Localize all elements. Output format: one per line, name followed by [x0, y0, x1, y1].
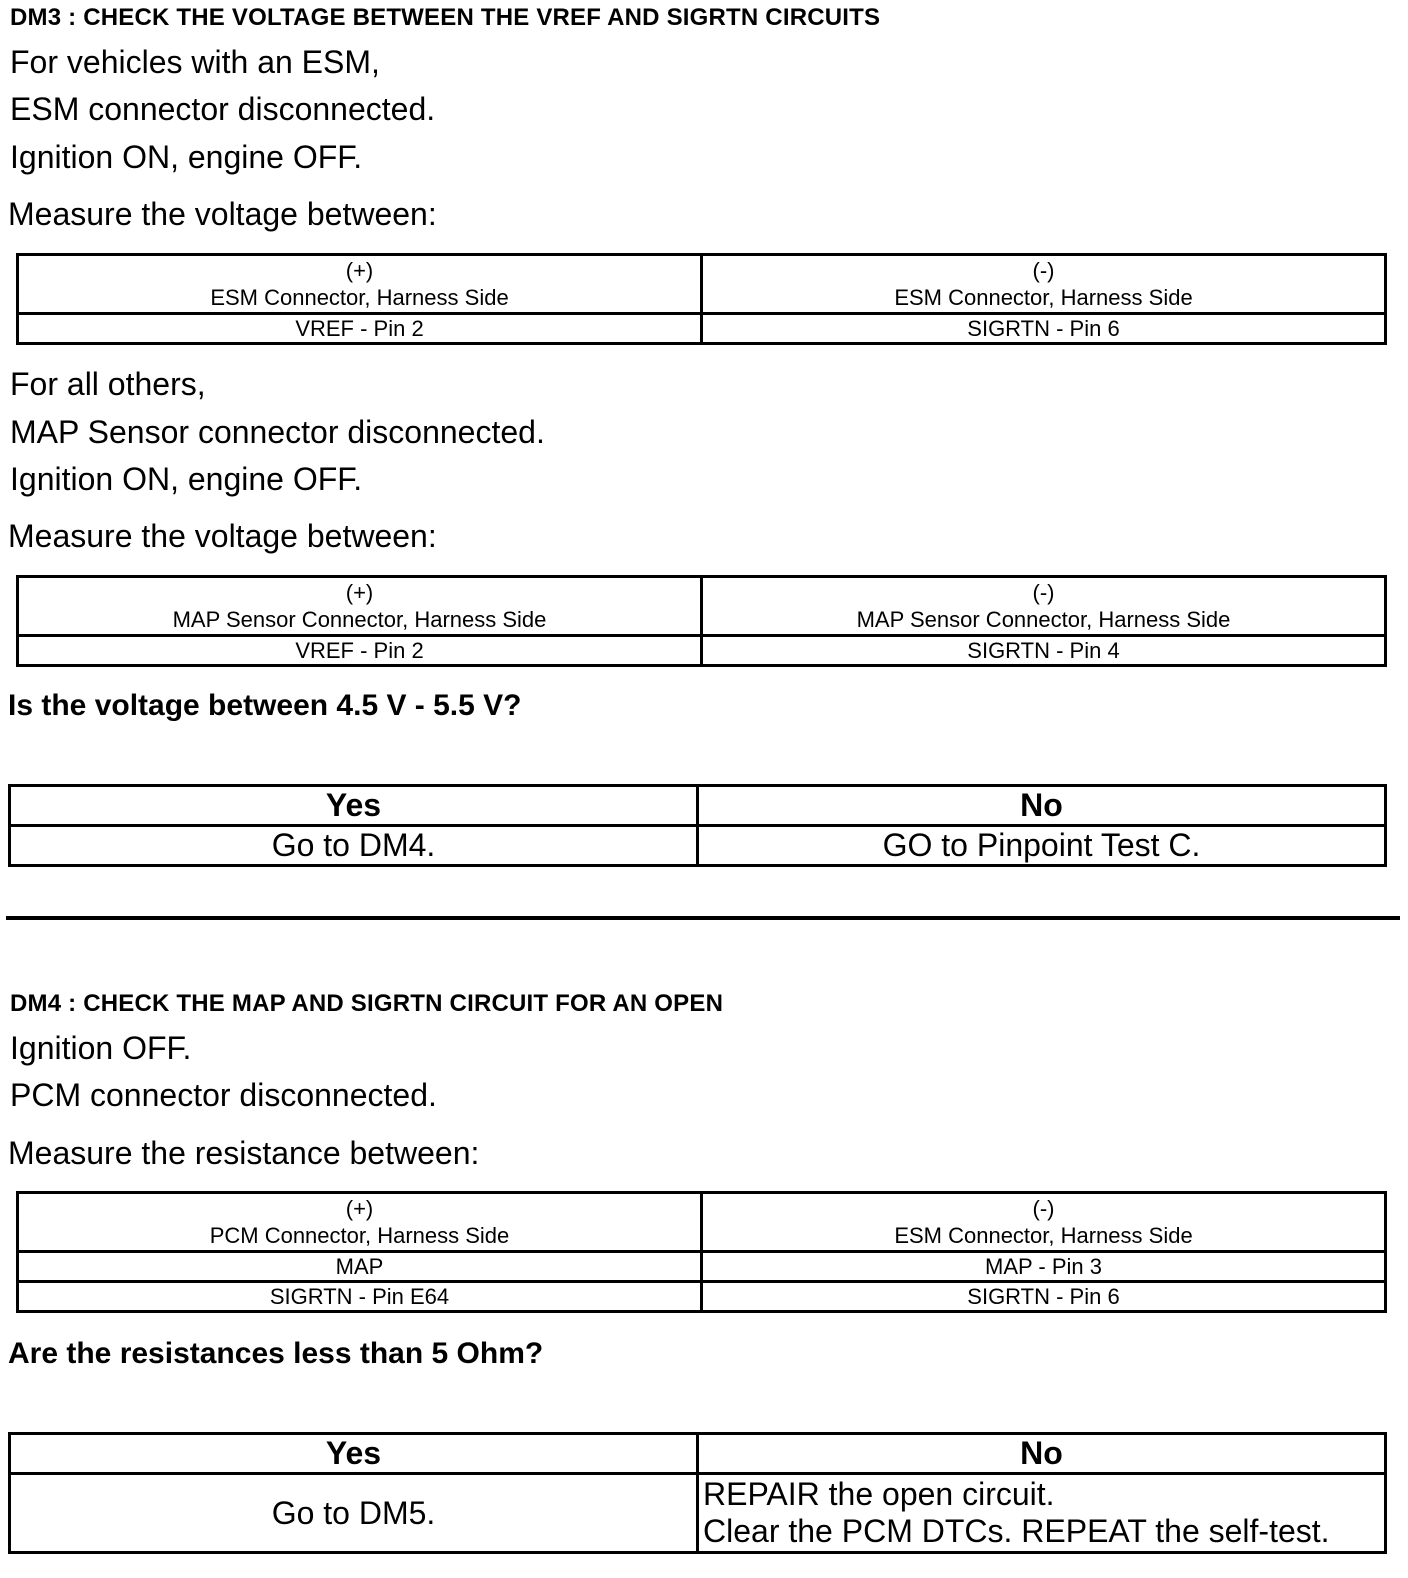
yes-cell: Go to DM5.	[10, 1474, 698, 1553]
dm3-other-line-1: For all others,	[10, 366, 206, 402]
minus-sign: (-)	[1032, 1196, 1055, 1221]
plus-label: PCM Connector, Harness Side	[209, 1223, 510, 1248]
plus-sign: (+)	[345, 258, 374, 283]
dm4-question: Are the resistances less than 5 Ohm?	[8, 1337, 544, 1370]
yes-header: Yes	[10, 1434, 698, 1474]
plus-cell: MAP	[18, 1252, 702, 1282]
dm4-measure-table	[16, 1191, 1387, 1313]
dm4-line-1: Ignition OFF.	[10, 1030, 192, 1066]
plus-label: ESM Connector, Harness Side	[210, 285, 509, 310]
yes-cell: Go to DM4.	[10, 826, 698, 866]
plus-header	[18, 255, 702, 314]
dm3-other-line-3: Ignition ON, engine OFF.	[10, 461, 363, 497]
dm3-map-measure-table	[16, 575, 1387, 667]
table-row	[18, 314, 1386, 344]
table-row	[18, 636, 1386, 666]
plus-header	[18, 1193, 702, 1252]
plus-cell: VREF - Pin 2	[18, 636, 702, 666]
table-row	[18, 1252, 1386, 1282]
plus-cell: VREF - Pin 2	[18, 314, 702, 344]
dm3-measure-2: Measure the voltage between:	[8, 518, 437, 554]
minus-cell: SIGRTN - Pin 6	[702, 1282, 1386, 1312]
dm4-heading: DM4 : CHECK THE MAP AND SIGRTN CIRCUIT FOR AN OPEN	[10, 990, 724, 1017]
dm3-other-line-2: MAP Sensor connector disconnected.	[10, 414, 545, 450]
no-cell: GO to Pinpoint Test C.	[698, 826, 1386, 866]
yes-header: Yes	[10, 786, 698, 826]
table-header-row	[18, 1193, 1386, 1252]
minus-cell: SIGRTN - Pin 6	[702, 314, 1386, 344]
plus-sign: (+)	[345, 580, 374, 605]
table-header-row	[18, 255, 1386, 314]
no-header: No	[698, 1434, 1386, 1474]
dm3-esm-measure-table	[16, 253, 1387, 345]
minus-cell: SIGRTN - Pin 4	[702, 636, 1386, 666]
minus-label: MAP Sensor Connector, Harness Side	[856, 607, 1231, 632]
table-row	[18, 1282, 1386, 1312]
answer-header-row	[10, 1434, 1386, 1474]
no-text-line-1: REPAIR the open circuit.	[703, 1476, 1055, 1512]
plus-header	[18, 577, 702, 636]
no-text-line-2: Clear the PCM DTCs. REPEAT the self-test.	[703, 1513, 1330, 1549]
table-header-row	[18, 577, 1386, 636]
dm4-line-2: PCM connector disconnected.	[10, 1077, 437, 1113]
dm3-heading: DM3 : CHECK THE VOLTAGE BETWEEN THE VREF AND SIGRTN CIRCUITS	[10, 4, 881, 31]
dm3-question: Is the voltage between 4.5 V - 5.5 V?	[8, 689, 522, 722]
minus-label: ESM Connector, Harness Side	[894, 285, 1193, 310]
dm3-esm-line-1: For vehicles with an ESM,	[10, 44, 380, 80]
dm3-esm-line-2: ESM connector disconnected.	[10, 91, 436, 127]
plus-cell: SIGRTN - Pin E64	[18, 1282, 702, 1312]
section-divider	[6, 916, 1400, 920]
answer-row	[10, 826, 1386, 866]
minus-header	[702, 577, 1386, 636]
dm4-answer-table	[8, 1432, 1387, 1554]
plus-sign: (+)	[345, 1196, 374, 1221]
minus-header	[702, 1193, 1386, 1252]
dm3-esm-line-3: Ignition ON, engine OFF.	[10, 139, 363, 175]
minus-label: ESM Connector, Harness Side	[894, 1223, 1193, 1248]
answer-row	[10, 1474, 1386, 1553]
dm3-answer-table	[8, 784, 1387, 867]
no-header: No	[698, 786, 1386, 826]
plus-label: MAP Sensor Connector, Harness Side	[172, 607, 547, 632]
dm4-measure: Measure the resistance between:	[8, 1135, 480, 1171]
minus-cell: MAP - Pin 3	[702, 1252, 1386, 1282]
answer-header-row	[10, 786, 1386, 826]
minus-header	[702, 255, 1386, 314]
dm3-measure-1: Measure the voltage between:	[8, 196, 437, 232]
minus-sign: (-)	[1032, 258, 1055, 283]
no-cell	[698, 1474, 1386, 1553]
minus-sign: (-)	[1032, 580, 1055, 605]
